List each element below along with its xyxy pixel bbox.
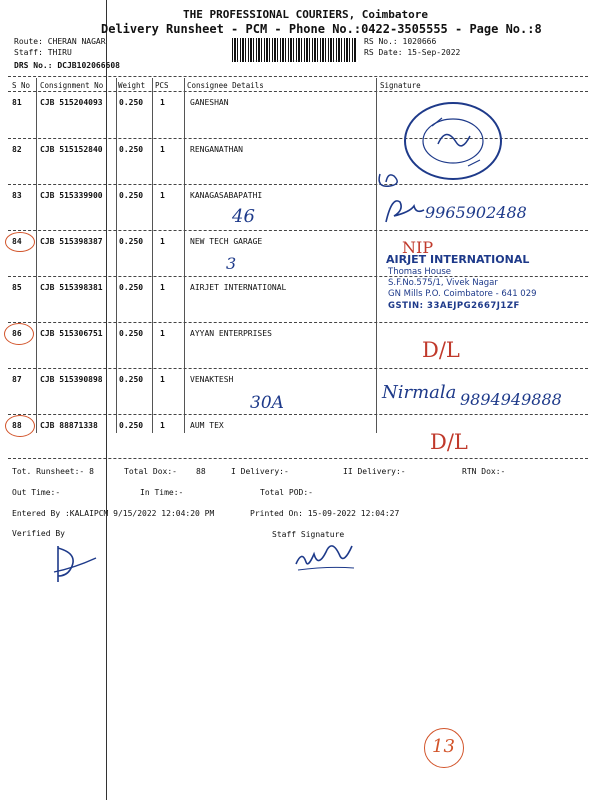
row-consignee: VENAKTESH [190,375,234,384]
row-consignee: AUM TEX [190,421,224,430]
drs-label: DRS No.: [14,61,53,70]
col-header-signature: Signature [380,81,421,90]
header-rule-bottom [8,91,588,92]
rs-no-label: RS No.: [364,37,398,46]
table-row [12,375,22,384]
barcode [232,38,356,62]
rs-no-line [364,37,436,46]
row-handwritten-note: 3 [226,254,237,273]
runsheet-title: Delivery Runsheet - PCM - Phone No.:0422-3505555 - Page No.:8 [101,22,542,36]
row-consignment: CJB 515339900 [40,191,103,200]
in-time: In Time:- [140,488,184,497]
row-consignment: CJB 515398387 [40,237,103,246]
row-pcs: 1 [160,145,165,154]
row-weight: 0.250 [119,191,144,200]
signature-88-dl: D/L [430,430,468,454]
sno-84-circle [5,232,35,252]
out-time: Out Time:- [12,488,61,497]
row-weight: 0.250 [119,375,144,384]
table-row [12,191,22,200]
row-weight: 0.250 [119,98,144,107]
row-rule [8,322,588,323]
row-sno: 85 [12,283,22,292]
airjet-stamp-name: AIRJET INTERNATIONAL [386,253,530,266]
drs-value: DCJB102066608 [57,61,120,70]
sno-88-circle [5,415,35,437]
printed-on: Printed On: 15-09-2022 12:04:27 [250,509,400,518]
row-consignment: CJB 88871338 [40,421,98,430]
rtn-dox: RTN Dox:- [462,467,506,476]
total-dox-value: 88 [196,467,206,476]
table-rule-bottom [8,458,588,459]
row-rule [8,276,588,277]
col-sep [376,78,377,433]
col-header-weight: Weight [118,81,146,90]
header-rule-top [8,76,588,77]
row-consignment: CJB 515390898 [40,375,103,384]
airjet-stamp-line1: Thomas House [388,267,452,277]
rs-date-line [364,48,460,57]
signature-87-phone: 9894949888 [460,390,562,409]
total-dox-label: Total Dox:- [124,467,177,476]
table-row [12,145,22,154]
row-handwritten-note: 30A [250,393,284,413]
ii-delivery: II Delivery:- [343,467,406,476]
row-weight: 0.250 [119,237,144,246]
verifier-signature [40,540,110,588]
total-pod: Total POD:- [260,488,313,497]
verified-by: Verified By [12,529,65,538]
sno-86-circle [4,323,34,345]
row-rule [8,368,588,369]
table-row [12,283,22,292]
drs-line [14,61,120,70]
row-rule [8,230,588,231]
row-consignment: CJB 515398381 [40,283,103,292]
col-header-sno: S No [12,81,31,90]
row-consignee: AYYAN ENTERPRISES [190,329,272,338]
staff-value: THIRU [47,48,72,57]
binding-line [106,0,107,800]
row-consignee: NEW TECH GARAGE [190,237,263,246]
row-sno: 82 [12,145,22,154]
rs-date-value: 15-Sep-2022 [407,48,461,57]
row-weight: 0.250 [119,421,144,430]
signature-83-phone: 9965902488 [425,203,527,222]
row-consignment: CJB 515306751 [40,329,103,338]
row-consignee: KANAGASABAPATHI [190,191,263,200]
row-pcs: 1 [160,421,165,430]
row-consignment: CJB 515204093 [40,98,103,107]
row-consignment: CJB 515152840 [40,145,103,154]
staff-signature-scribble [290,540,360,576]
row-rule [8,414,588,415]
signature-82-mark [376,170,412,194]
table-row [12,98,22,107]
signature-86-dl: D/L [422,338,460,362]
route-label: Route: [14,37,43,46]
row-sno: 86 [12,329,22,338]
i-delivery: I Delivery:- [231,467,289,476]
row-pcs: 1 [160,191,165,200]
round-company-stamp [398,96,508,186]
row-sno: 81 [12,98,22,107]
signature-83-scribble [380,192,428,228]
col-header-consignee: Consignee Details [187,81,264,90]
row-weight: 0.250 [119,283,144,292]
rs-no-value: 1020666 [402,37,437,46]
col-sep [152,78,153,433]
row-pcs: 1 [160,98,165,107]
airjet-stamp-line2: S.F.No.575/1, Vivek Nagar [388,278,498,288]
company-title: THE PROFESSIONAL COURIERS, Coimbatore [183,8,429,21]
staff-signature: Staff Signature [272,530,345,539]
row-pcs: 1 [160,237,165,246]
row-consignee: RENGANATHAN [190,145,243,154]
entered-by: Entered By :KALAIPCM 9/15/2022 12:04:20 PM [12,509,215,518]
col-sep [36,78,37,433]
row-weight: 0.250 [119,329,144,338]
row-pcs: 1 [160,375,165,384]
airjet-stamp-gstin: GSTIN: 33AEJPG2667J1ZF [388,301,520,311]
row-weight: 0.250 [119,145,144,154]
tot-runsheet: Tot. Runsheet:- 8 [12,467,94,476]
col-header-consignment: Consignment No [40,81,104,90]
signature-87-name: Nirmala [382,382,457,403]
col-sep [116,78,117,433]
row-sno: 83 [12,191,22,200]
col-header-pcs: PCS [155,81,169,90]
staff-line [14,48,72,57]
staff-label: Staff: [14,48,43,57]
row-sno: 87 [12,375,22,384]
row-consignee: GANESHAN [190,98,229,107]
row-handwritten-note: 46 [232,206,255,227]
page-mark-number: 13 [432,736,455,757]
row-pcs: 1 [160,329,165,338]
rs-date-label: RS Date: [364,48,403,57]
route-line [14,37,106,46]
row-sno: 88 [12,421,22,430]
row-pcs: 1 [160,283,165,292]
row-sno: 84 [12,237,22,246]
col-sep [184,78,185,433]
row-consignee: AIRJET INTERNATIONAL [190,283,287,292]
route-value: CHERAN NAGAR [47,37,106,46]
signature-84-nip: NIP [402,238,434,257]
airjet-stamp-line3: GN Mills P.O. Coimbatore - 641 029 [388,289,537,299]
